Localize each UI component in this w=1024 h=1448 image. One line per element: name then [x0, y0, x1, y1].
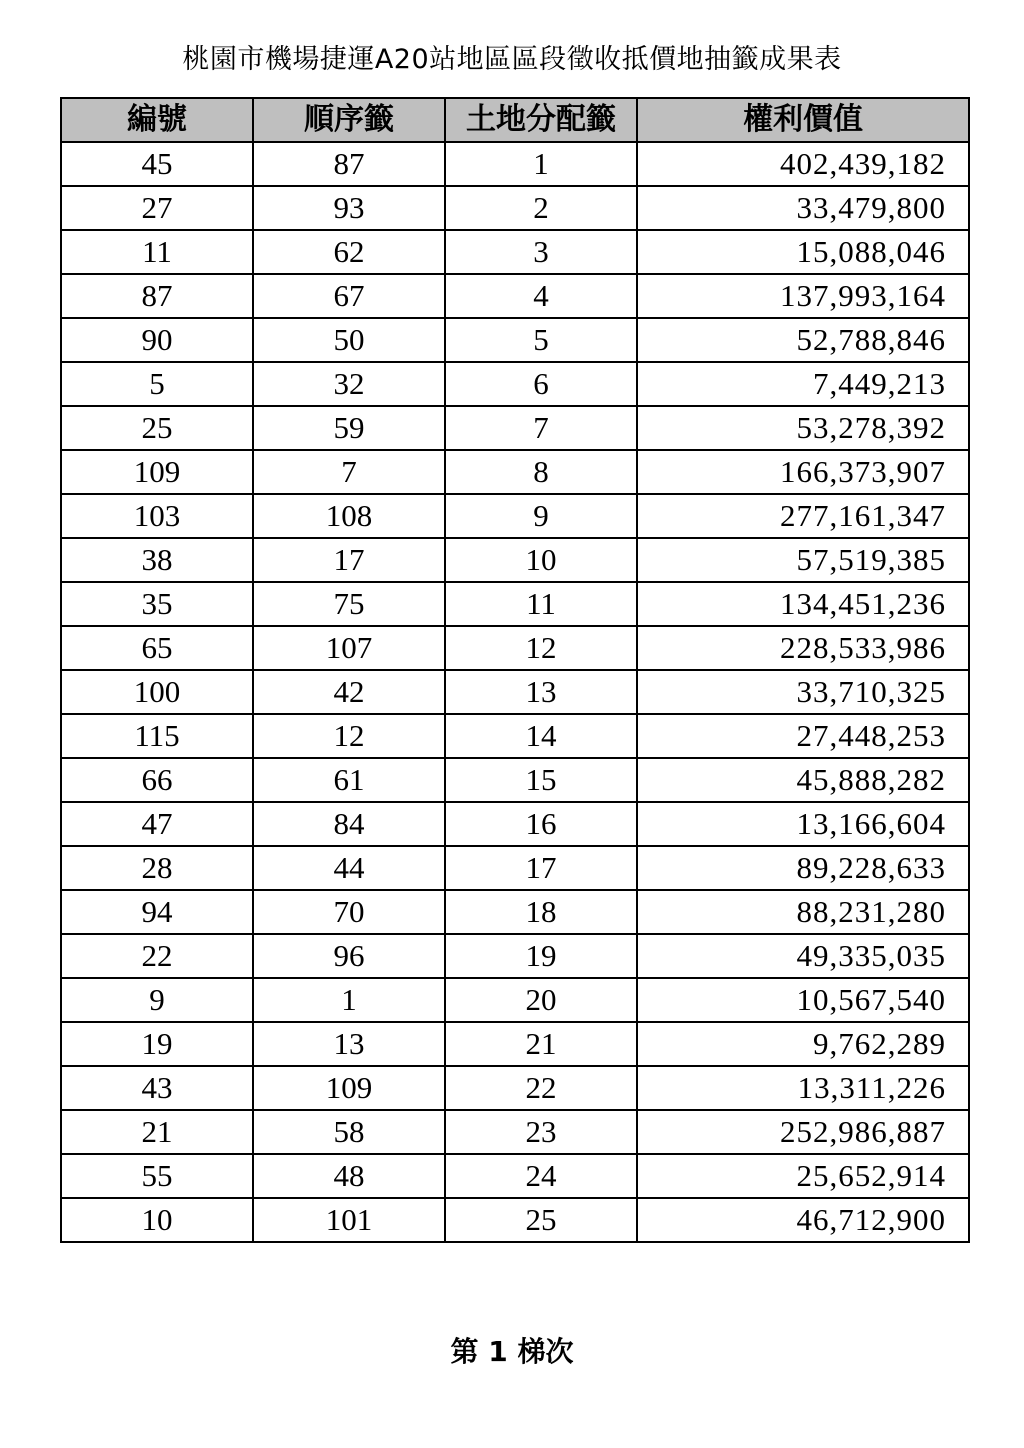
cell-land-allocation-lot: 2: [445, 186, 637, 230]
cell-number: 22: [61, 934, 253, 978]
cell-rights-value: 53,278,392: [637, 406, 969, 450]
cell-rights-value: 45,888,282: [637, 758, 969, 802]
cell-order-lot: 67: [253, 274, 445, 318]
cell-land-allocation-lot: 21: [445, 1022, 637, 1066]
cell-rights-value: 15,088,046: [637, 230, 969, 274]
table-row: [61, 978, 969, 1022]
cell-land-allocation-lot: 24: [445, 1154, 637, 1198]
cell-rights-value: 57,519,385: [637, 538, 969, 582]
table-row: [61, 890, 969, 934]
cell-land-allocation-lot: 23: [445, 1110, 637, 1154]
cell-number: 109: [61, 450, 253, 494]
cell-order-lot: 42: [253, 670, 445, 714]
cell-number: 55: [61, 1154, 253, 1198]
cell-rights-value: 9,762,289: [637, 1022, 969, 1066]
cell-order-lot: 1: [253, 978, 445, 1022]
table-row: [61, 1110, 969, 1154]
cell-number: 115: [61, 714, 253, 758]
cell-land-allocation-lot: 22: [445, 1066, 637, 1110]
cell-rights-value: 52,788,846: [637, 318, 969, 362]
cell-land-allocation-lot: 9: [445, 494, 637, 538]
cell-rights-value: 277,161,347: [637, 494, 969, 538]
table-row: [61, 494, 969, 538]
cell-land-allocation-lot: 10: [445, 538, 637, 582]
table-row: [61, 934, 969, 978]
cell-rights-value: 33,710,325: [637, 670, 969, 714]
cell-order-lot: 109: [253, 1066, 445, 1110]
cell-order-lot: 96: [253, 934, 445, 978]
cell-rights-value: 166,373,907: [637, 450, 969, 494]
cell-number: 11: [61, 230, 253, 274]
cell-order-lot: 84: [253, 802, 445, 846]
document-title: 桃園市機場捷運A20站地區區段徵收抵價地抽籤成果表: [182, 44, 842, 75]
cell-number: 9: [61, 978, 253, 1022]
cell-rights-value: 27,448,253: [637, 714, 969, 758]
table-header-row: [61, 98, 969, 142]
cell-number: 100: [61, 670, 253, 714]
cell-order-lot: 17: [253, 538, 445, 582]
cell-rights-value: 228,533,986: [637, 626, 969, 670]
cell-land-allocation-lot: 20: [445, 978, 637, 1022]
table-row: [61, 626, 969, 670]
cell-number: 25: [61, 406, 253, 450]
cell-order-lot: 58: [253, 1110, 445, 1154]
cell-rights-value: 137,993,164: [637, 274, 969, 318]
cell-number: 94: [61, 890, 253, 934]
table-row: [61, 318, 969, 362]
cell-number: 43: [61, 1066, 253, 1110]
cell-number: 90: [61, 318, 253, 362]
cell-number: 27: [61, 186, 253, 230]
table-row: [61, 406, 969, 450]
cell-land-allocation-lot: 16: [445, 802, 637, 846]
cell-order-lot: 48: [253, 1154, 445, 1198]
cell-number: 28: [61, 846, 253, 890]
cell-rights-value: 89,228,633: [637, 846, 969, 890]
table-row: [61, 142, 969, 186]
cell-number: 47: [61, 802, 253, 846]
cell-order-lot: 61: [253, 758, 445, 802]
cell-number: 19: [61, 1022, 253, 1066]
cell-number: 66: [61, 758, 253, 802]
cell-rights-value: 49,335,035: [637, 934, 969, 978]
cell-land-allocation-lot: 7: [445, 406, 637, 450]
cell-order-lot: 62: [253, 230, 445, 274]
cell-number: 35: [61, 582, 253, 626]
table-row: [61, 714, 969, 758]
table-row: [61, 582, 969, 626]
cell-rights-value: 7,449,213: [637, 362, 969, 406]
cell-rights-value: 13,166,604: [637, 802, 969, 846]
cell-rights-value: 25,652,914: [637, 1154, 969, 1198]
cell-land-allocation-lot: 17: [445, 846, 637, 890]
table-row: [61, 846, 969, 890]
cell-order-lot: 107: [253, 626, 445, 670]
cell-number: 38: [61, 538, 253, 582]
cell-order-lot: 32: [253, 362, 445, 406]
cell-land-allocation-lot: 18: [445, 890, 637, 934]
lottery-results-table: [60, 97, 970, 1243]
cell-order-lot: 101: [253, 1198, 445, 1242]
table-row: [61, 538, 969, 582]
cell-land-allocation-lot: 1: [445, 142, 637, 186]
table-row: [61, 758, 969, 802]
cell-order-lot: 75: [253, 582, 445, 626]
cell-land-allocation-lot: 4: [445, 274, 637, 318]
cell-land-allocation-lot: 11: [445, 582, 637, 626]
cell-land-allocation-lot: 3: [445, 230, 637, 274]
table-row: [61, 1154, 969, 1198]
cell-order-lot: 59: [253, 406, 445, 450]
cell-rights-value: 88,231,280: [637, 890, 969, 934]
cell-rights-value: 402,439,182: [637, 142, 969, 186]
cell-order-lot: 70: [253, 890, 445, 934]
cell-order-lot: 12: [253, 714, 445, 758]
cell-number: 65: [61, 626, 253, 670]
column-header-number: 編號: [61, 98, 253, 142]
cell-order-lot: 13: [253, 1022, 445, 1066]
cell-rights-value: 10,567,540: [637, 978, 969, 1022]
cell-land-allocation-lot: 6: [445, 362, 637, 406]
table-row: [61, 362, 969, 406]
table-row: [61, 186, 969, 230]
column-header-order-lot: 順序籤: [253, 98, 445, 142]
table-row: [61, 450, 969, 494]
cell-order-lot: 87: [253, 142, 445, 186]
cell-rights-value: 46,712,900: [637, 1198, 969, 1242]
table-row: [61, 1066, 969, 1110]
cell-land-allocation-lot: 8: [445, 450, 637, 494]
batch-label: 第 1 梯次: [450, 1335, 574, 1368]
table-row: [61, 802, 969, 846]
cell-number: 45: [61, 142, 253, 186]
table-row: [61, 1198, 969, 1242]
table-row: [61, 1022, 969, 1066]
cell-land-allocation-lot: 25: [445, 1198, 637, 1242]
cell-order-lot: 108: [253, 494, 445, 538]
cell-number: 87: [61, 274, 253, 318]
cell-land-allocation-lot: 15: [445, 758, 637, 802]
table-row: [61, 230, 969, 274]
cell-order-lot: 50: [253, 318, 445, 362]
cell-rights-value: 134,451,236: [637, 582, 969, 626]
cell-rights-value: 33,479,800: [637, 186, 969, 230]
cell-order-lot: 93: [253, 186, 445, 230]
cell-land-allocation-lot: 13: [445, 670, 637, 714]
table-row: [61, 670, 969, 714]
column-header-rights-value: 權利價值: [637, 98, 969, 142]
cell-rights-value: 13,311,226: [637, 1066, 969, 1110]
cell-land-allocation-lot: 14: [445, 714, 637, 758]
cell-rights-value: 252,986,887: [637, 1110, 969, 1154]
cell-land-allocation-lot: 12: [445, 626, 637, 670]
cell-land-allocation-lot: 19: [445, 934, 637, 978]
column-header-land-allocation-lot: 土地分配籤: [445, 98, 637, 142]
cell-number: 5: [61, 362, 253, 406]
cell-order-lot: 7: [253, 450, 445, 494]
cell-number: 10: [61, 1198, 253, 1242]
cell-land-allocation-lot: 5: [445, 318, 637, 362]
table-body: [61, 142, 969, 1242]
table-row: [61, 274, 969, 318]
cell-number: 21: [61, 1110, 253, 1154]
cell-number: 103: [61, 494, 253, 538]
cell-order-lot: 44: [253, 846, 445, 890]
